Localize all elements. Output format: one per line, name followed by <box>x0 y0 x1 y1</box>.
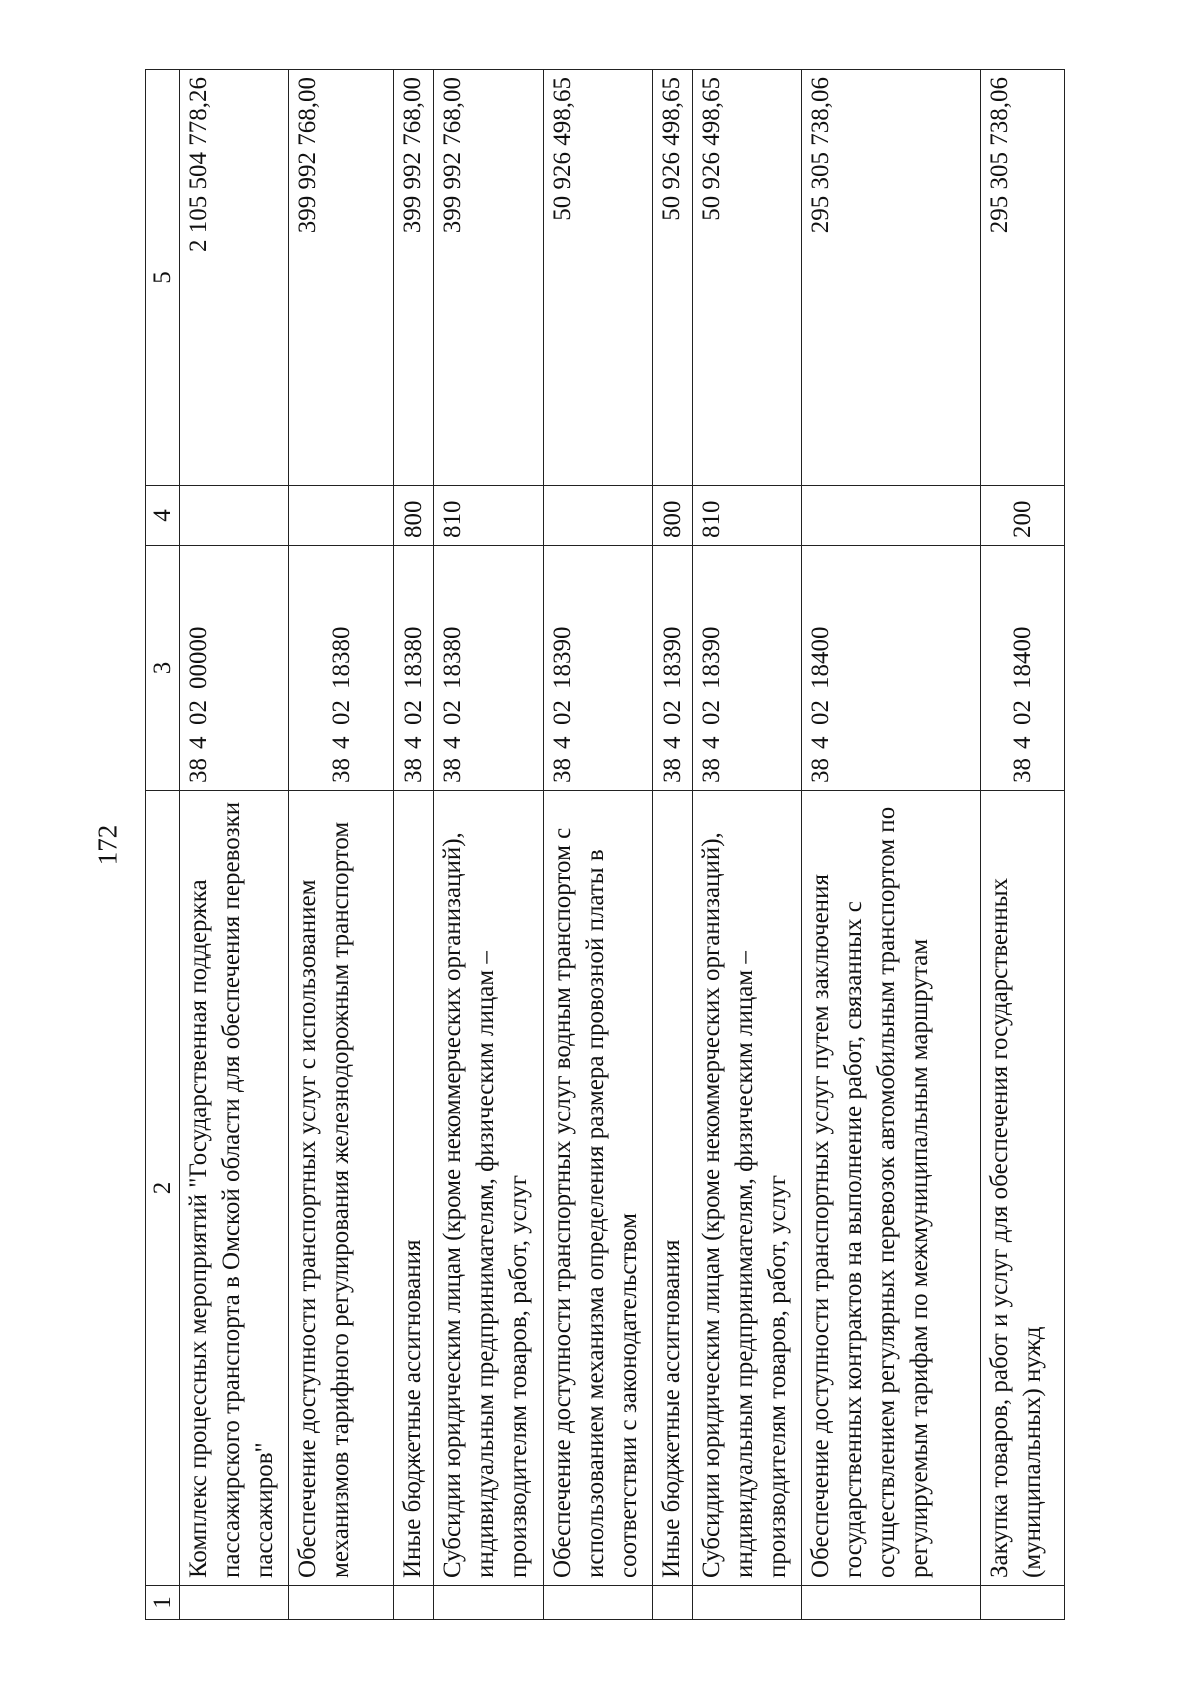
column-header: 2 <box>146 791 180 1586</box>
code-part: 18400 <box>1008 626 1036 689</box>
code-part: 02 <box>658 700 686 725</box>
amount-cell: 2 105 504 778,26 <box>180 70 289 486</box>
description-cell: Иные бюджетные ассигнования <box>652 791 692 1586</box>
description-cell: Обеспечение доступности транспортных услуг водным транспортом с использованием механизма определения размера провозной платы в соответствии с законодательством <box>543 791 652 1586</box>
expense-type-cell <box>543 486 652 546</box>
expense-type-cell: 810 <box>434 486 543 546</box>
row-number-cell <box>180 1586 289 1620</box>
code-part: 4 <box>658 736 686 749</box>
code-part: 02 <box>1008 700 1036 725</box>
code-part: 4 <box>697 736 725 749</box>
expense-type-cell: 200 <box>980 486 1064 546</box>
row-number-cell <box>394 1586 434 1620</box>
table-row <box>180 70 289 1620</box>
amount-cell: 50 926 498,65 <box>543 70 652 486</box>
amount-cell: 50 926 498,65 <box>692 70 801 486</box>
amount-cell: 399 992 768,00 <box>394 70 434 486</box>
code-part: 18400 <box>807 626 835 689</box>
expense-type-cell <box>289 486 394 546</box>
code-part: 02 <box>548 700 576 725</box>
amount-cell: 295 305 738,06 <box>802 70 981 486</box>
code-part: 18390 <box>658 626 686 689</box>
row-number-cell <box>980 1586 1064 1620</box>
column-header: 1 <box>146 1586 180 1620</box>
code-part: 18390 <box>697 626 725 689</box>
description-cell: Субсидии юридическим лицам (кроме некоммерческих организаций), индивидуальным предпринимателям, физическим лицам – производителям товаров, работ, услуг <box>692 791 801 1586</box>
expense-type-cell <box>180 486 289 546</box>
code-part: 38 <box>400 758 428 783</box>
code-cell <box>394 546 434 791</box>
expense-type-cell: 810 <box>692 486 801 546</box>
row-number-cell <box>652 1586 692 1620</box>
row-number-cell <box>802 1586 981 1620</box>
code-cell <box>652 546 692 791</box>
code-part: 38 <box>548 758 576 783</box>
code-part: 38 <box>439 758 467 783</box>
description-cell: Иные бюджетные ассигнования <box>394 791 434 1586</box>
code-cell <box>289 546 394 791</box>
rotated-page-content <box>145 70 1065 1620</box>
code-cell <box>802 546 981 791</box>
table-row <box>434 70 543 1620</box>
description-cell: Субсидии юридическим лицам (кроме некоммерческих организаций), индивидуальным предпринимателям, физическим лицам – производителям товаров, работ, услуг <box>434 791 543 1586</box>
table-row <box>394 70 434 1620</box>
code-part: 18380 <box>439 626 467 689</box>
code-part: 00000 <box>185 626 212 689</box>
table-row <box>543 70 652 1620</box>
row-number-cell <box>692 1586 801 1620</box>
code-part: 18390 <box>548 626 576 689</box>
column-header: 3 <box>146 546 180 791</box>
code-cell <box>543 546 652 791</box>
code-cell <box>434 546 543 791</box>
code-part: 02 <box>697 700 725 725</box>
code-cell <box>980 546 1064 791</box>
code-part: 02 <box>185 700 212 725</box>
code-part: 4 <box>439 736 467 749</box>
code-part: 18380 <box>327 626 355 689</box>
code-part: 38 <box>658 758 686 783</box>
description-cell: Обеспечение доступности транспортных услуг с использованием механизмов тарифного регулирования железнодорожным транспортом <box>289 791 394 1586</box>
table-row <box>652 70 692 1620</box>
description-cell: Закупка товаров, работ и услуг для обеспечения государственных (муниципальных) нужд <box>980 791 1064 1586</box>
code-cell <box>180 546 289 791</box>
description-cell: Обеспечение доступности транспортных услуг путем заключения государственных контрактов на выполнение работ, связанных с осуществлением регулярных перевозок автомобильным транспортом по регулируемым тарифам по межмуниципальным маршрутам <box>802 791 981 1586</box>
code-part: 02 <box>807 700 835 725</box>
code-part: 38 <box>1008 758 1036 783</box>
code-cell <box>692 546 801 791</box>
table-row <box>980 70 1064 1620</box>
table-row <box>802 70 981 1620</box>
amount-cell: 399 992 768,00 <box>289 70 394 486</box>
table-row <box>289 70 394 1620</box>
code-part: 4 <box>1008 736 1036 749</box>
code-part: 38 <box>807 758 835 783</box>
code-part: 38 <box>185 758 212 783</box>
amount-cell: 399 992 768,00 <box>434 70 543 486</box>
expense-type-cell: 800 <box>652 486 692 546</box>
description-cell: Комплекс процессных мероприятий "Государственная поддержка пассажирского транспорта в Омской области для обеспечения перевозки пассажиров" <box>180 791 289 1586</box>
table-row <box>692 70 801 1620</box>
budget-table <box>145 69 1065 1620</box>
expense-type-cell <box>802 486 981 546</box>
column-header: 4 <box>146 486 180 546</box>
row-number-cell <box>434 1586 543 1620</box>
row-number-cell <box>543 1586 652 1620</box>
code-part: 02 <box>327 700 355 725</box>
code-part: 4 <box>807 736 835 749</box>
code-part: 02 <box>439 700 467 725</box>
row-number-cell <box>289 1586 394 1620</box>
code-part: 4 <box>400 736 428 749</box>
code-part: 18380 <box>400 626 428 689</box>
amount-cell: 50 926 498,65 <box>652 70 692 486</box>
code-part: 38 <box>697 758 725 783</box>
amount-cell: 295 305 738,06 <box>980 70 1064 486</box>
code-part: 4 <box>548 736 576 749</box>
header-row <box>146 70 180 1620</box>
column-header: 5 <box>146 70 180 486</box>
page-number: 172 <box>92 824 123 866</box>
code-part: 4 <box>327 736 355 749</box>
code-part: 4 <box>185 736 212 749</box>
expense-type-cell: 800 <box>394 486 434 546</box>
code-part: 02 <box>400 700 428 725</box>
code-part: 38 <box>327 758 355 783</box>
